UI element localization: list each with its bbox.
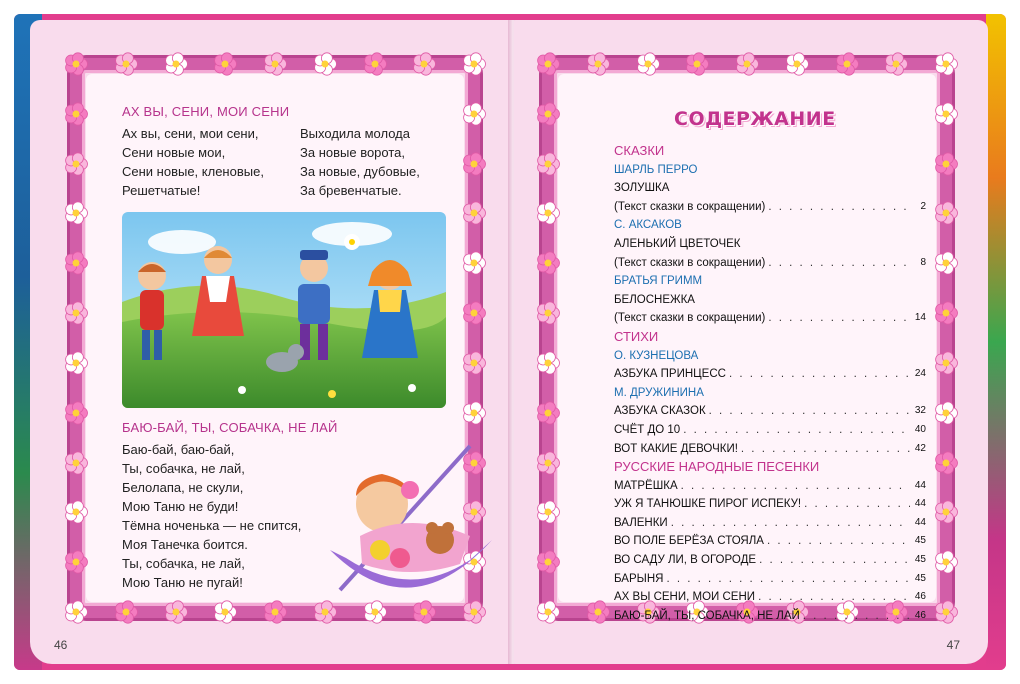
toc-entry-title: ВО ПОЛЕ БЕРЁЗА СТОЯЛА (614, 535, 764, 548)
dot-leader (680, 421, 910, 440)
flower-icon (883, 51, 909, 77)
toc-author: БРАТЬЯ ГРИММ (614, 275, 703, 288)
flower-icon (163, 51, 189, 77)
flower-icon (461, 101, 487, 127)
flower-icon (262, 599, 288, 625)
toc-entry (614, 551, 926, 570)
dot-leader (706, 402, 910, 421)
flower-icon (312, 51, 338, 77)
flower-icon (113, 51, 139, 77)
flower-icon (63, 599, 89, 625)
flower-icon (933, 450, 959, 476)
toc-entry-title: СЧЁТ ДО 10 (614, 423, 681, 436)
toc-entry-title: БАЮ-БАЙ, ТЫ, СОБАЧКА, НЕ ЛАЙ (614, 609, 800, 622)
toc-section: СКАЗКИ (614, 143, 665, 158)
flower-icon (933, 200, 959, 226)
open-book (14, 14, 1006, 670)
dot-leader (663, 570, 910, 589)
flower-icon (461, 350, 487, 376)
flower-icon (933, 549, 959, 575)
toc-entry-title: АЗБУКА СКАЗОК (614, 405, 706, 418)
toc-entry-title: УЖ Я ТАНЮШКЕ ПИРОГ ИСПЕКУ! (614, 498, 802, 511)
toc-entry-title: (Текст сказки в сокращении) (614, 256, 766, 269)
toc-entry-title: ВОТ КАКИЕ ДЕВОЧКИ! (614, 442, 738, 455)
book-cover-edge-right (986, 14, 1006, 670)
flower-icon (535, 599, 561, 625)
toc-page-number: 45 (914, 535, 926, 547)
flower-icon (535, 250, 561, 276)
verse-column-1: Ах вы, сени, мои сени, Сени новые мои, Сени новые, кленовые, Решетчатые! (122, 126, 264, 198)
flower-icon (535, 499, 561, 525)
toc-entry (614, 477, 926, 496)
toc-title: АЛЕНЬКИЙ ЦВЕТОЧЕК (614, 237, 741, 250)
toc-entry (614, 254, 926, 273)
flower-icon (212, 599, 238, 625)
flower-icon (461, 400, 487, 426)
flower-icon (933, 300, 959, 326)
toc-page-number: 44 (914, 479, 926, 491)
flower-icon (163, 599, 189, 625)
toc-author: С. АКСАКОВ (614, 219, 682, 232)
dot-leader (765, 309, 910, 328)
flower-icon (933, 101, 959, 127)
toc-entry-title: АЗБУКА ПРИНЦЕСС (614, 368, 726, 381)
song-title: БАЮ-БАЙ, ТЫ, СОБАЧКА, НЕ ЛАЙ (122, 420, 338, 435)
flower-icon (63, 549, 89, 575)
toc-entry (614, 570, 926, 589)
toc-section: СТИХИ (614, 328, 659, 344)
flower-icon (63, 51, 89, 77)
flower-icon (933, 250, 959, 276)
toc-entry (614, 402, 926, 421)
flower-icon (734, 51, 760, 77)
flower-icon (535, 300, 561, 326)
flower-icon (635, 51, 661, 77)
toc-entry (614, 440, 926, 459)
verse-lullaby: Баю-бай, баю-бай, Ты, собачка, не лай, Белолапа, не скули, Мою Таню не буди! Тёмна ноченька — не спится, Моя Танечка боится. Ты, собачка, не лай, Мою Таню не пугай! (122, 442, 302, 590)
toc-page-number: 46 (914, 609, 926, 621)
flower-icon (113, 599, 139, 625)
flower-icon (933, 400, 959, 426)
dot-leader (765, 254, 910, 273)
flower-icon (63, 151, 89, 177)
toc-page-number: 44 (914, 498, 926, 510)
flower-icon (535, 101, 561, 127)
toc-entry-title: ВАЛЕНКИ (614, 516, 668, 529)
flower-icon (63, 300, 89, 326)
toc-page-number: 45 (914, 554, 926, 566)
song-title: АХ ВЫ, СЕНИ, МОИ СЕНИ (122, 104, 290, 119)
flower-icon (834, 51, 860, 77)
toc-section: РУССКИЕ НАРОДНЫЕ ПЕСЕНКИ (614, 459, 820, 475)
flower-icon (461, 200, 487, 226)
dot-leader (800, 607, 910, 626)
flower-icon (933, 499, 959, 525)
flower-icon (262, 51, 288, 77)
dot-leader (678, 477, 910, 496)
flower-icon (535, 450, 561, 476)
contents-heading: СОДЕРЖАНИЕ (674, 108, 836, 130)
toc-entry-title: (Текст сказки в сокращении) (614, 200, 766, 213)
toc-page-number: 8 (920, 256, 926, 268)
flower-icon (784, 51, 810, 77)
flower-icon (585, 599, 611, 625)
toc-page-number: 24 (914, 368, 926, 380)
flower-icon (63, 499, 89, 525)
dot-leader (726, 365, 910, 384)
toc-author: О. КУЗНЕЦОВА (614, 349, 699, 362)
flower-icon (212, 51, 238, 77)
flower-icon (461, 51, 487, 77)
flower-icon (461, 300, 487, 326)
toc-entry (614, 607, 926, 626)
toc-page-number: 2 (920, 200, 926, 212)
dot-leader (764, 532, 910, 551)
toc-page-number: 42 (914, 442, 926, 454)
toc-page-number: 45 (914, 572, 926, 584)
toc-page-number: 32 (914, 405, 926, 417)
dot-leader (755, 588, 910, 607)
flower-icon (684, 51, 710, 77)
table-of-contents (614, 142, 926, 625)
flower-icon (63, 400, 89, 426)
flower-icon (461, 151, 487, 177)
toc-entry-title: ВО САДУ ЛИ, В ОГОРОДЕ (614, 554, 757, 567)
flower-icon (63, 200, 89, 226)
dot-leader (756, 551, 910, 570)
toc-entry (614, 198, 926, 217)
toc-page-number: 46 (914, 591, 926, 603)
flower-icon (63, 250, 89, 276)
flower-icon (535, 151, 561, 177)
flower-icon (411, 51, 437, 77)
toc-title: БЕЛОСНЕЖКА (614, 293, 695, 306)
flower-icon (63, 101, 89, 127)
toc-page-number: 44 (914, 516, 926, 528)
toc-entry (614, 421, 926, 440)
flower-icon (535, 51, 561, 77)
flower-icon (535, 400, 561, 426)
toc-page-number: 40 (914, 423, 926, 435)
flower-icon (933, 350, 959, 376)
toc-entry-title: БАРЫНЯ (614, 572, 664, 585)
girl-in-hammock-illustration (320, 440, 500, 610)
page-number: 46 (54, 638, 68, 652)
toc-entry (614, 588, 926, 607)
toc-entry (614, 495, 926, 514)
children-dancing-illustration (122, 212, 446, 408)
toc-entry-title: АХ ВЫ СЕНИ, МОИ СЕНИ (614, 591, 756, 604)
flower-icon (535, 549, 561, 575)
dot-leader (801, 495, 910, 514)
toc-page-number: 14 (914, 312, 926, 324)
flower-icon (63, 350, 89, 376)
flower-icon (362, 51, 388, 77)
flower-icon (535, 200, 561, 226)
page-number: 47 (946, 638, 960, 652)
toc-entry-title: МАТРЁШКА (614, 479, 678, 492)
flower-icon (461, 250, 487, 276)
right-page (514, 20, 988, 664)
toc-author: М. ДРУЖИНИНА (614, 386, 704, 399)
toc-entry (614, 309, 926, 328)
flower-icon (933, 51, 959, 77)
toc-entry-title: (Текст сказки в сокращении) (614, 312, 766, 325)
flower-icon (933, 151, 959, 177)
dot-leader (765, 198, 910, 217)
dot-leader (668, 514, 910, 533)
flower-icon (933, 599, 959, 625)
toc-entry (614, 365, 926, 384)
flower-icon (535, 350, 561, 376)
left-page (30, 20, 510, 664)
toc-title: ЗОЛУШКА (614, 182, 670, 195)
verse-column-2: Выходила молода За новые ворота, За новые, дубовые, За бревенчатые. (300, 126, 420, 198)
toc-entry (614, 514, 926, 533)
flower-icon (585, 51, 611, 77)
flower-icon (63, 450, 89, 476)
dot-leader (738, 440, 910, 459)
toc-entry (614, 532, 926, 551)
toc-author: ШАРЛЬ ПЕРРО (614, 163, 698, 176)
